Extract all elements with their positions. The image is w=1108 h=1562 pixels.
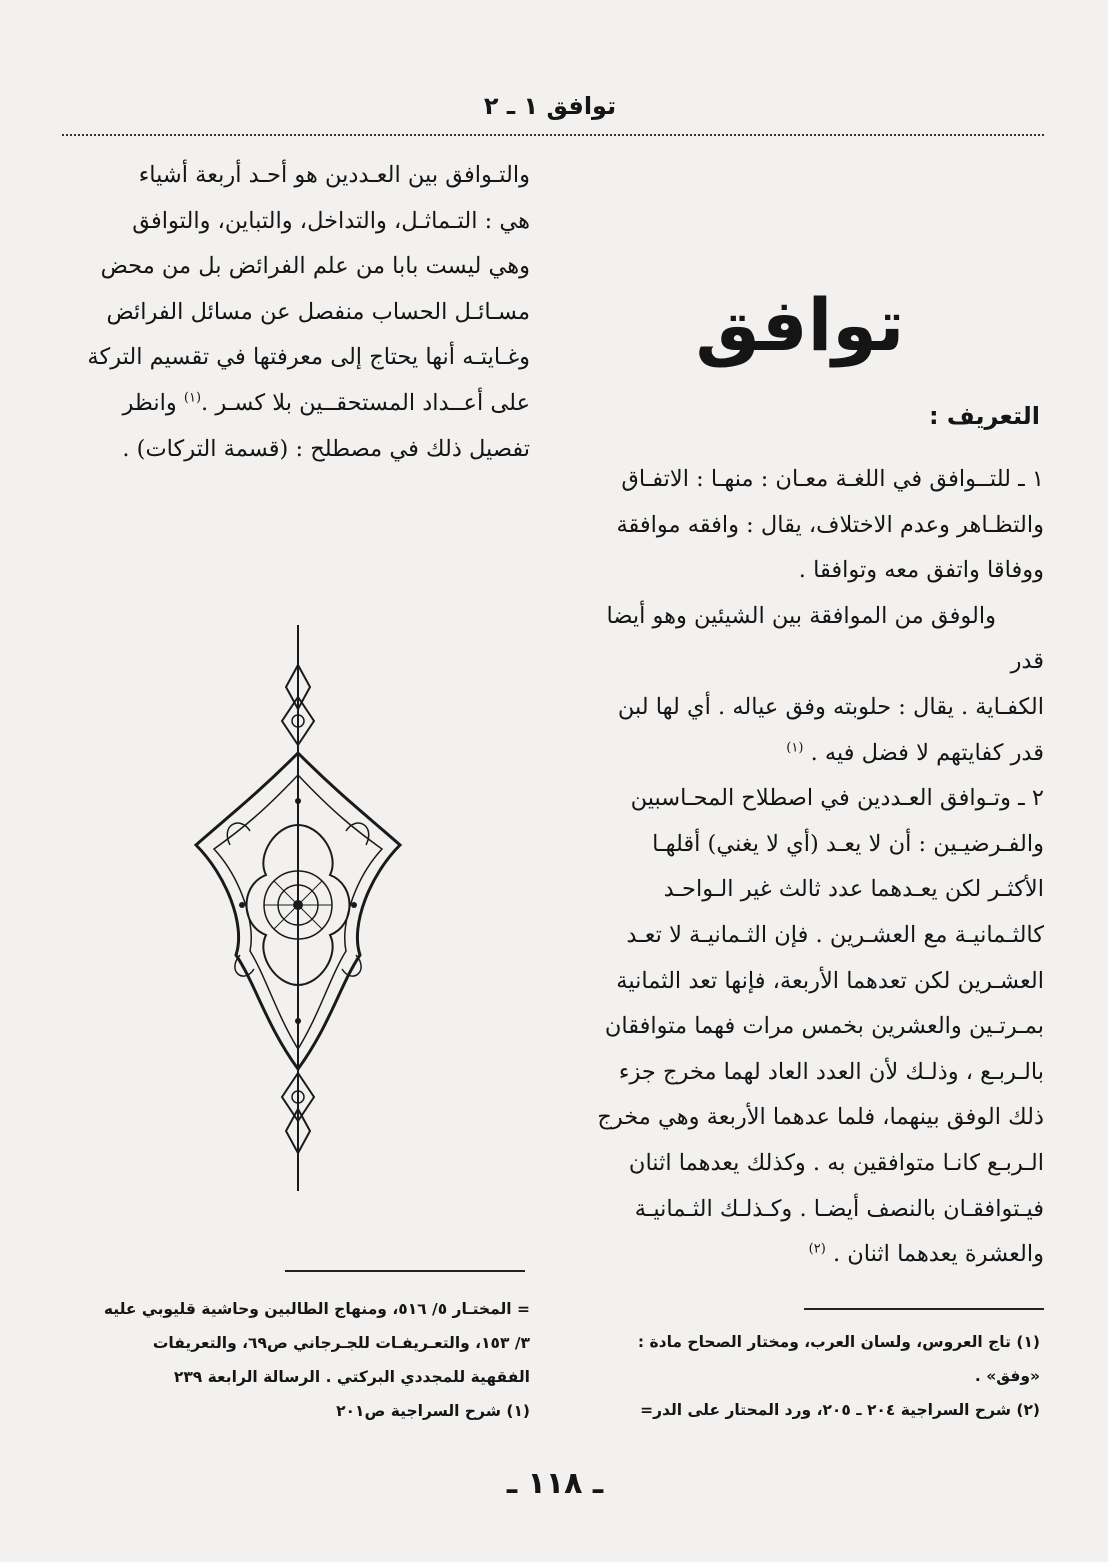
text-line: ١ ـ للتــوافق في اللغـة معـان : منهـا : الاتفـاق: [621, 466, 1044, 492]
text-line: الـربـع كانـا متوافقين به . وكذلك يعدهما اثنان: [628, 1149, 1044, 1176]
running-header: توافق ١ ـ ٢: [483, 92, 617, 120]
text-line: ٢ ـ وتـوافق العـددين في اصطلاح المحـاسبين: [630, 785, 1044, 812]
text-line: الكفـاية . يقال : حلوبته وفق عياله . أي لها لبن: [617, 693, 1044, 720]
text-line: والتـوافق بين العـددين هو أحـد أربعة أشياء: [138, 162, 530, 188]
text-line: وهي ليست بابا من علم الفرائض بل من محض: [100, 253, 530, 280]
left-column-text: [65, 153, 530, 472]
definition-heading: التعريف :: [928, 402, 1040, 430]
left-footnotes: [75, 1292, 530, 1428]
footnote: (١) شرح السراجية ص٢٠١: [336, 1402, 530, 1420]
text-line: تفصيل ذلك في مصطلح : (قسمة التركات) .: [122, 435, 530, 462]
text-line: والفـرضيـين : أن لا يعـد (أي لا يغني) أقلهـا: [652, 830, 1044, 857]
footnote-rule-left: [285, 1270, 525, 1272]
right-column-text: [574, 457, 1044, 1278]
text-line: وغـايتـه أنها يحتاج إلى معرفتها في تقسيم التركة: [87, 344, 530, 371]
footnote-marker: (١): [183, 390, 202, 406]
footnote: = المختـار ٥/ ٥١٦، ومنهاج الطالبين وحاشية قليوبي عليه: [103, 1300, 530, 1318]
text-line: كالثـمانيـة مع العشـرين . فإن الثـمانيـة لا تعـد: [626, 921, 1044, 948]
text-line-start: على أعــداد المستحقــين بلا كسـر .: [201, 389, 530, 416]
text-line: والتظـاهر وعدم الاختلاف، يقال : وافقه موافقة: [616, 511, 1044, 538]
text-line: العشـرين لكن تعدهما الأربعة، فإنها تعد الثمانية: [616, 967, 1044, 994]
header-dotted-rule: [62, 134, 1044, 136]
decorative-ornament: [190, 625, 406, 1191]
text-line: فيـتوافقـان بالنصف أيضـا . وكـذلـك الثـمانيـة: [634, 1195, 1044, 1222]
text-line: مسـائـل الحساب منفصل عن مسائل الفرائض: [106, 298, 530, 325]
text-line: ووفاقا واتفق معه وتوافقا .: [798, 557, 1044, 584]
text-line: هي : التـماثـل، والتداخل، والتباين، والتوافق: [132, 207, 530, 234]
text-line: بالـربـع ، وذلـك لأن العدد العاد لهما مخرج جزء: [618, 1058, 1044, 1085]
footnote: (٢) شرح السراجية ٢٠٤ ـ ٢٠٥، ورد المحتار على الدر=: [640, 1401, 1040, 1419]
text-line: [65, 381, 530, 427]
text-line: ذلك الوفق بينهما، فلما عدهما الأربعة وهي مخرج: [597, 1104, 1044, 1131]
footnote: (١) تاج العروس، ولسان العرب، ومختار الصحاح مادة :: [637, 1333, 1040, 1351]
footnote-rule-right: [804, 1308, 1044, 1310]
footnote: ٣/ ١٥٣، والتعـريفـات للجـرجاني ص٦٩، والتعريفات: [152, 1334, 530, 1352]
footnote-marker: (٢): [808, 1241, 826, 1257]
text-line: [574, 1232, 1044, 1278]
text-line-end: وانظر: [122, 389, 177, 416]
text-line: الأكثـر لكن يعـدهما عدد ثالث غير الـواحـد: [663, 876, 1044, 903]
footnote: «وفق» .: [974, 1367, 1040, 1385]
page-number: ـ ١١٨ ـ: [506, 1466, 604, 1501]
text-line-content: قدر كفايتهم لا فضل فيه .: [810, 739, 1044, 766]
footnote-marker: (١): [786, 740, 804, 756]
text-line-content: والعشرة يعدهما اثنان .: [832, 1241, 1044, 1268]
right-footnotes: [570, 1325, 1040, 1427]
text-line: [574, 731, 1044, 777]
footnote: الفقهية للمجددي البركتي . الرسالة الرابعة ٢٣٩: [173, 1368, 530, 1386]
text-line: والوفق من الموافقة بين الشيئين وهو أيضا قدر: [606, 602, 1044, 675]
entry-title: توافق: [695, 283, 905, 367]
text-line: بمـرتـين والعشرين بخمس مرات فهما متوافقان: [604, 1013, 1044, 1040]
